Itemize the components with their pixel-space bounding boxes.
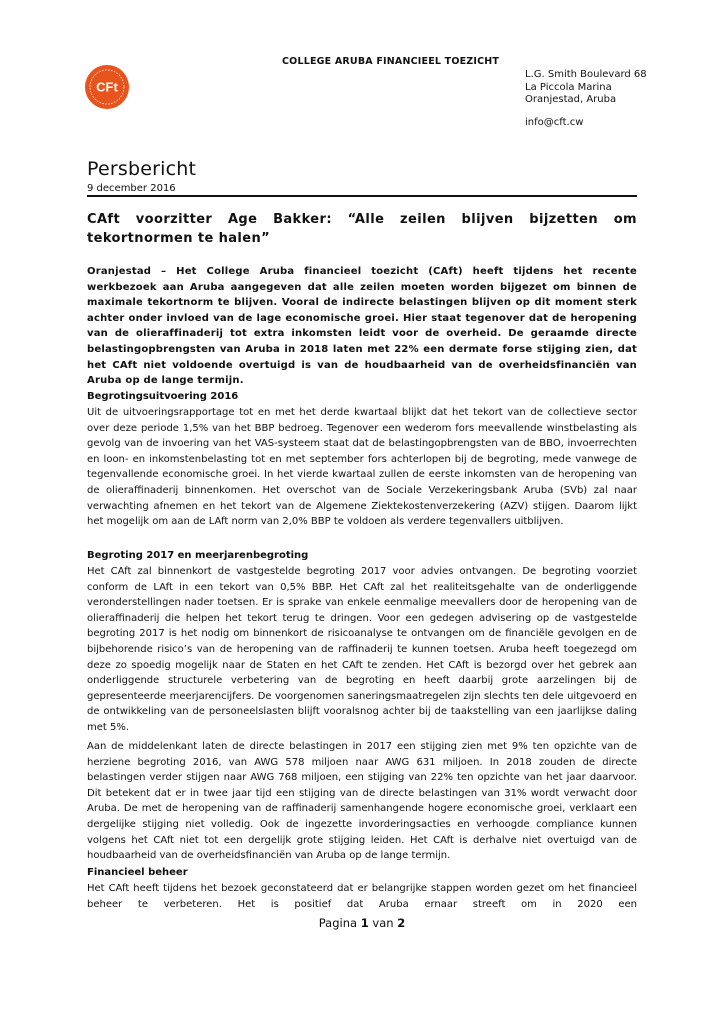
page-total: 2 bbox=[397, 916, 406, 930]
address-block bbox=[525, 69, 647, 107]
section-paragraph: Uit de uitvoeringsrapportage tot en met het derde kwartaal blijkt dat het tekort van de collectieve sector over deze periode 1,5% van het BBP bedroeg. Tegenover een wederom fors meevallende winstbelasting als gevolg van de invoering van het VAS-systeem staat dat de belastingopbrengsten van de BBO, invoerrechten en loon- en inkomstenbelasting tot en met september fors achterlopen bij de begroting, mede vanwege de tegenvallende economische groei. In het vierde kwartaal zullen de eerste inkomsten van de heropening van de olieraffinaderij binnenkomen. Het overschot van de Sociale Verzekeringsbank Aruba (SVb) zal naar verwachting afnemen en het tekort van de Algemene Ziektekostenverzekering (AZV) stijgen. Daarom lijkt het mogelijk om aan de LAft norm van 2,0% BBP te voldoen als verdere tegenvallers uitblijven. bbox=[87, 407, 637, 528]
cft-logo bbox=[84, 64, 130, 110]
page-number bbox=[0, 916, 724, 930]
organization-name: COLLEGE ARUBA FINANCIEEL TOEZICHT bbox=[282, 56, 500, 67]
section-heading: Begroting 2017 en meerjarenbegroting bbox=[87, 550, 309, 561]
lead-paragraph: Oranjestad – Het College Aruba financieel toezicht (CAft) heeft tijdens het recente werkbezoek aan Aruba aangegeven dat alle zeilen moeten worden bijgezet om binnen de maximale tekortnorm te blijven. Vooral de indirecte belastingen blijven op dit moment sterk achter onder invloed van de lage economische groei. Hier staat tegenover dat de heropening van de olieraffinaderij tot extra inkomsten leidt voor de overheid. De geraamde directe belastingopbrengsten van Aruba in 2018 laten met 22% een dermate forse stijging zien, dat het CAft niet voldoende overtuigd is van de houdbaarheid van de overheidsfinanciën van Aruba op de lange termijn. bbox=[87, 266, 637, 387]
headline: CAft voorzitter Age Bakker: “Alle zeilen blijven bijzetten om tekortnormen te halen” bbox=[87, 212, 637, 246]
document-title: Persbericht bbox=[87, 158, 197, 180]
page-of: van bbox=[372, 916, 394, 930]
address-line: La Piccola Marina bbox=[525, 81, 612, 93]
email-address[interactable]: info@cft.cw bbox=[525, 117, 584, 128]
page-word: Pagina bbox=[318, 916, 358, 930]
document-date: 9 december 2016 bbox=[87, 183, 176, 194]
section-paragraph: Het CAft heeft tijdens het bezoek geconstateerd dat er belangrijke stappen worden gezet om het financieel beheer te verbeteren. Het is positief dat Aruba ernaar streeft om in 2020 een bbox=[87, 883, 637, 910]
logo-text: CFt bbox=[96, 79, 118, 95]
address-line: L.G. Smith Boulevard 68 bbox=[525, 69, 647, 80]
title-divider bbox=[87, 195, 637, 197]
address-line: Oranjestad, Aruba bbox=[525, 94, 617, 105]
section-paragraph: Aan de middelenkant laten de directe belastingen in 2017 een stijging zien met 9% ten opzichte van de herziene begroting 2016, van AWG 578 miljoen naar AWG 631 miljoen. In 2018 zouden de directe belastingen verder stijgen naar AWG 768 miljoen, een stijging van 22% ten opzichte van het jaar daarvoor. Dit betekent dat er in twee jaar tijd een stijging van de directe belastingen van 31% wordt verwacht door Aruba. De met de heropening van de raffinaderij samenhangende hogere economische groei, verklaart een dergelijke stijging niet volledig. Ook de ingezette invorderingsacties en verhoogde compliance kunnen volgens het CAft niet tot een dergelijk grote stijging leiden. Het CAft is derhalve niet overtuigd van de houdbaarheid van de overheidsfinanciën van Aruba op de lange termijn. bbox=[87, 741, 637, 862]
section-heading: Begrotingsuitvoering 2016 bbox=[87, 391, 239, 402]
section-paragraph: Het CAft zal binnenkort de vastgestelde begroting 2017 voor advies ontvangen. De begroting voorziet conform de LAft in een tekort van 0,5% BBP. Het CAft zal het realiteitsgehalte van de onderliggende veronderstellingen nader toetsen. Er is sprake van enkele eenmalige meevallers door de heropening van de olieraffinaderij die helpen het tekort terug te dringen. Voor een gedegen advisering op de vastgestelde begroting 2017 is het nodig om binnenkort de risicoanalyse te ontvangen om de financiële gevolgen en de bijbehorende risico’s van de heropening van de raffinaderij te kunnen toetsen. Aruba heeft toegezegd om deze zo spoedig mogelijk naar de Staten en het CAft te zenden. Het CAft is bezorgd over het gebrek aan onderliggende structurele verbetering van de begroting en heeft daarbij grote aarzelingen bij de gepresenteerde meerjarencijfers. De voorgenomen saneringsmaatregelen zijn slechts ten dele uitgevoerd en de ontwikkeling van de personeelslasten blijft vooralsnog achter bij de taakstelling van een jaarlijkse daling met 5%. bbox=[87, 566, 637, 733]
page-current: 1 bbox=[360, 916, 369, 930]
section-heading: Financieel beheer bbox=[87, 867, 188, 878]
